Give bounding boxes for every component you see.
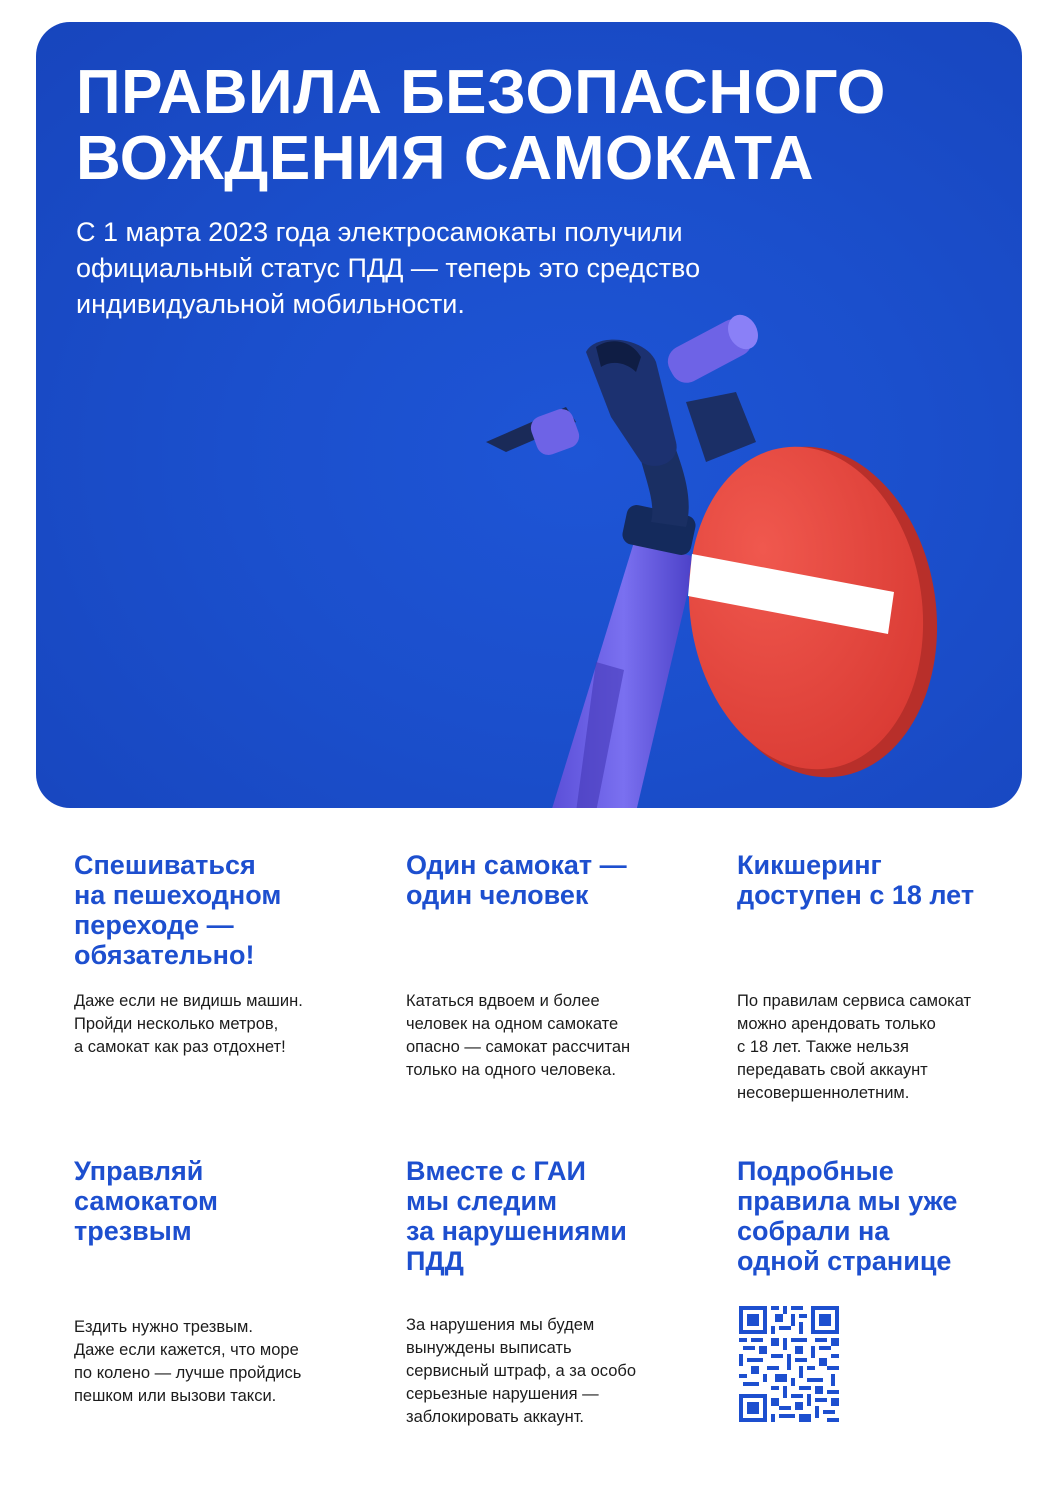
rule-text: Кататься вдвоем и более человек на одном самокате опасно — самокат рассчитан только на одного человека. [406, 992, 631, 1079]
rule-title: Управляй самокатом трезвым [74, 1156, 218, 1246]
rule-title: Спешиваться на пешеходном переходе — обязательно! [74, 850, 282, 970]
rule-title: Один самокат — один человек [406, 850, 627, 910]
rule-text: Даже если не видишь машин. Пройди несколько метров, а самокат как раз отдохнет! [74, 992, 303, 1056]
rule-card-age-limit [737, 850, 1037, 1102]
rule-title: Подробные правила мы уже собрали на одной странице [737, 1156, 958, 1276]
rule-title: Вместе с ГАИ мы следим за нарушениями ПДД [406, 1156, 627, 1276]
rule-title: Кикшеринг доступен с 18 лет [737, 850, 975, 910]
rule-card-traffic-police [406, 1156, 706, 1426]
rule-card-dismount [74, 850, 374, 1056]
qr-code-icon[interactable] [738, 1306, 840, 1422]
rule-card-more-info [737, 1156, 1037, 1276]
page-subtitle: С 1 марта 2023 года электросамокаты получили официальный статус ПДД — теперь это средство индивидуальной мобильности. [76, 217, 701, 319]
rule-text: За нарушения мы будем вынуждены выписать сервисный штраф, а за особо серьезные нарушения — заблокировать аккаунт. [406, 1316, 637, 1426]
rule-card-sober [74, 1156, 374, 1405]
rule-text: По правилам сервиса самокат можно арендовать только с 18 лет. Также нельзя передавать свой аккаунт несовершеннолетним. [737, 992, 972, 1102]
hero-banner [36, 22, 1022, 808]
rule-text: Ездить нужно трезвым. Даже если кажется, что море по колено — лучше пройдись пешком или вызови такси. [74, 1318, 302, 1405]
page-title: ПРАВИЛА БЕЗОПАСНОГО ВОЖДЕНИЯ САМОКАТА [76, 58, 886, 193]
rule-card-one-person [406, 850, 706, 1079]
